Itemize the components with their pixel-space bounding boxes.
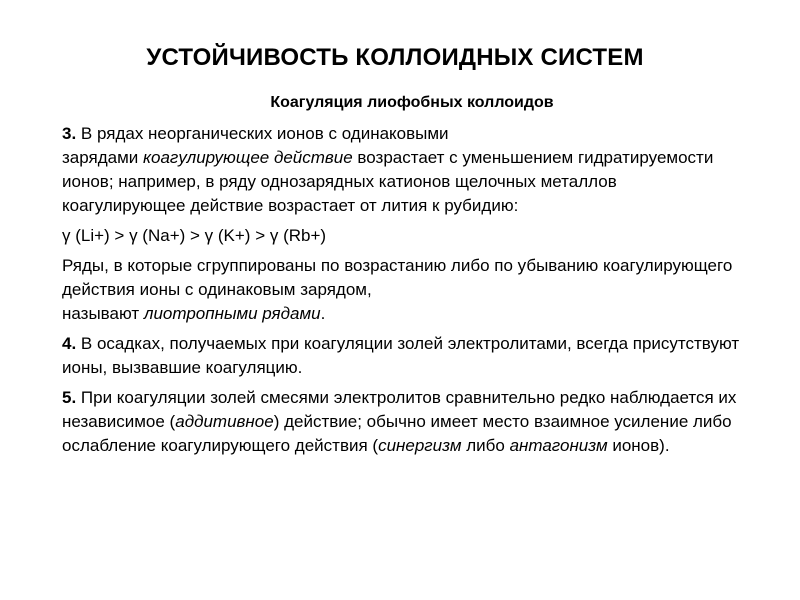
definition-text-2: называют [62,304,144,323]
definition-text-3: . [320,304,326,323]
paragraph-4-text: В осадках, получаемых при коагуляции золей электролитами, всегда присутствуют ионы, вызвавшие коагуляцию. [62,334,740,377]
paragraph-5-text-2: ) действие; обычно имеет место взаимное усиление либо ослабление коагулирующего действия ( [62,412,732,455]
slide-body [62,122,742,464]
paragraph-5-text-4: ионов). [607,436,670,455]
paragraph-3-text-1: зарядами [62,148,143,167]
term-coagulating-action: коагулирующее действие [143,148,353,167]
slide-title: УСТОЙЧИВОСТЬ КОЛЛОИДНЫХ СИСТЕМ [146,44,644,71]
paragraph-3-line1: В рядах неорганических ионов с одинаковыми [76,124,449,143]
paragraph-5-text-3: либо [461,436,510,455]
paragraph-5-text-1: При коагуляции золей смесями электролитов сравнительно редко наблюдается их независимое ( [62,388,737,431]
term-additive: аддитивное [175,412,274,431]
paragraph-5 [62,386,742,458]
term-synergism: синергизм [378,436,462,455]
item-number-4: 4. [62,334,77,353]
term-lyotropic-series: лиотропными рядами [143,304,321,323]
slide-subtitle: Коагуляция лиофобных коллоидов [270,94,554,111]
paragraph-series-definition [62,254,742,326]
item-number-3: 3. [62,124,77,143]
paragraph-4 [62,332,742,380]
term-antagonism: антагонизм [509,436,608,455]
definition-text-1: Ряды, в которые сгруппированы по возрастанию либо по убыванию коагулирующего действия ионы с одинаковым зарядом, [62,256,733,299]
paragraph-3 [62,122,742,218]
lyotropic-series-formula: γ (Li+) > γ (Na+) > γ (K+) > γ (Rb+) [62,226,327,245]
paragraph-3-text-2: возрастает с уменьшением гидратируемости ионов; например, в ряду однозарядных катионов щелочных металлов коагулирующее действие возрастает от лития к рубидию: [62,148,714,215]
item-number-5: 5. [62,388,77,407]
